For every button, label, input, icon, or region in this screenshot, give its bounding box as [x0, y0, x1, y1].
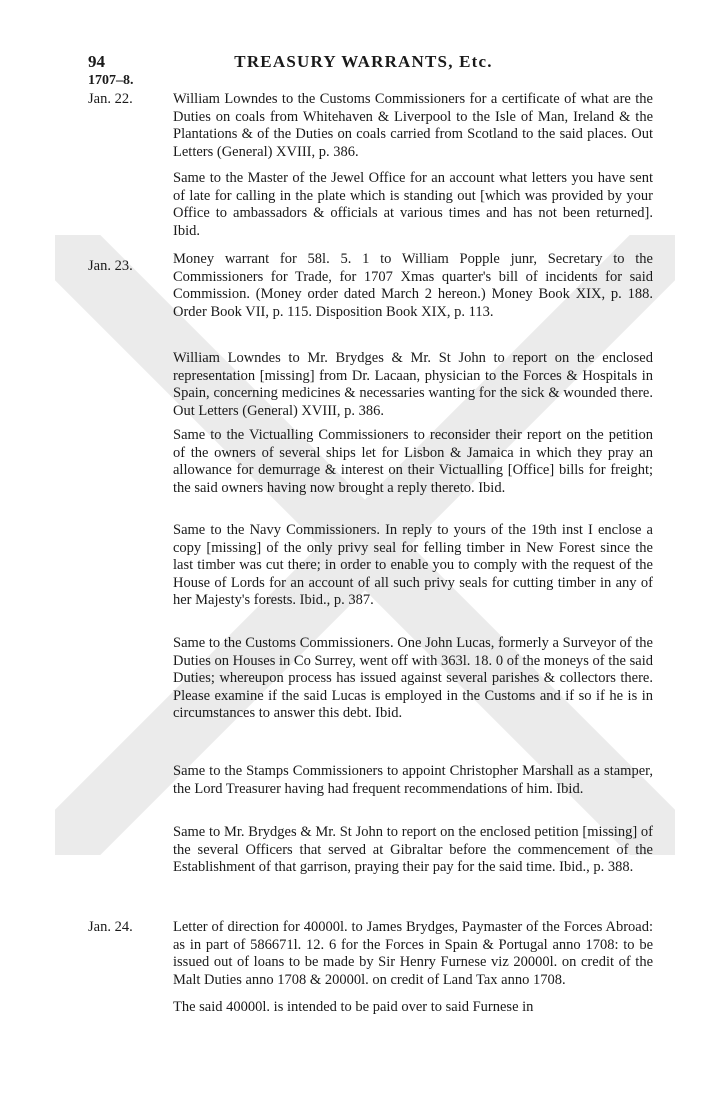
date-jan-23: Jan. 23.: [88, 258, 133, 274]
entry-navy-timber: Same to the Navy Commissioners. In reply to yours of the 19th inst I enclose a copy [missing] of the only privy seal for felling timber in New Forest since the last timber was cut there; in order to enable you to comply with the request of the House of Lords for an account of all such privy seals for cutting timber in any of her Majesty's forests. Ibid., p. 387.: [173, 522, 653, 608]
running-title: TREASURY WARRANTS, Etc.: [234, 52, 493, 71]
year-heading: 1707–8.: [88, 73, 134, 88]
entry-jewel-office: Same to the Master of the Jewel Office for an account what letters you have sent of late for calling in the plate which is standing out [which was provided by your Office to ambassadors & officials at various times and has not been returned]. Ibid.: [173, 170, 653, 239]
date-jan-22: Jan. 22.: [88, 91, 133, 107]
entry-gibraltar-officers: Same to Mr. Brydges & Mr. St John to report on the enclosed petition [missing] of the several Officers that served at Gibraltar before the commencement of the Establishment of that garrison, praying their pay for the said time. Ibid., p. 388.: [173, 824, 653, 875]
entry-letter-of-direction: Letter of direction for 40000l. to James Brydges, Paymaster of the Forces Abroad: as in part of 586671l. 12. 6 for the Forces in Spain & Portugal anno 1708: to be issued out of loans to be made by Sir Henry Furnese viz 20000l. on credit of the Malt Duties anno 1708 & 20000l. on credit of Land Tax anno 1708.: [173, 919, 653, 988]
entry-money-warrant-popple: Money warrant for 58l. 5. 1 to William Popple junr, Secretary to the Commissioners for Trade, for 1707 Xmas quarter's bill of incidents for said Commission. (Money order dated March 2 hereon.) Money Book XIX, p. 188. Order Book VII, p. 115. Disposition Book XIX, p. 113.: [173, 251, 653, 320]
entry-stamps-marshall: Same to the Stamps Commissioners to appoint Christopher Marshall as a stamper, the Lord Treasurer having had frequent recommendations of him. Ibid.: [173, 763, 653, 797]
entry-victualling: Same to the Victualling Commissioners to reconsider their report on the petition of the owners of several ships let for Lisbon & Jamaica in which they pray an allowance for demurrage & interest on their Victualling [Office] bills for freight; the said owners having now brought a reply thereto. Ibid.: [173, 427, 653, 496]
page-number: 94: [88, 52, 105, 71]
date-jan-24: Jan. 24.: [88, 919, 133, 935]
entry-customs-coals: William Lowndes to the Customs Commissioners for a certificate of what are the Duties on coals from Whitehaven & Liverpool to the Isle of Man, Ireland & the Plantations & of the Duties on coals carried from Scotland to the said places. Out Letters (General) XVIII, p. 386.: [173, 91, 653, 160]
entry-furnese-payment: The said 40000l. is intended to be paid over to said Furnese in: [173, 999, 534, 1015]
entry-lacaan-representation: William Lowndes to Mr. Brydges & Mr. St John to report on the enclosed representation [missing] from Dr. Lacaan, physician to the Forces & Hospitals in Spain, concerning medicines & necessaries wanting for the sick & wounded there. Out Letters (General) XVIII, p. 386.: [173, 350, 653, 419]
page-header: [0, 52, 727, 74]
entry-john-lucas: Same to the Customs Commissioners. One John Lucas, formerly a Surveyor of the Duties on Houses in Co Surrey, went off with 363l. 18. 0 of the moneys of the said Duties; whereupon process has issued against several parishes & collectors there. Please examine if the said Lucas is employed in the Customs and if so if he is in circumstances to answer this debt. Ibid.: [173, 635, 653, 721]
